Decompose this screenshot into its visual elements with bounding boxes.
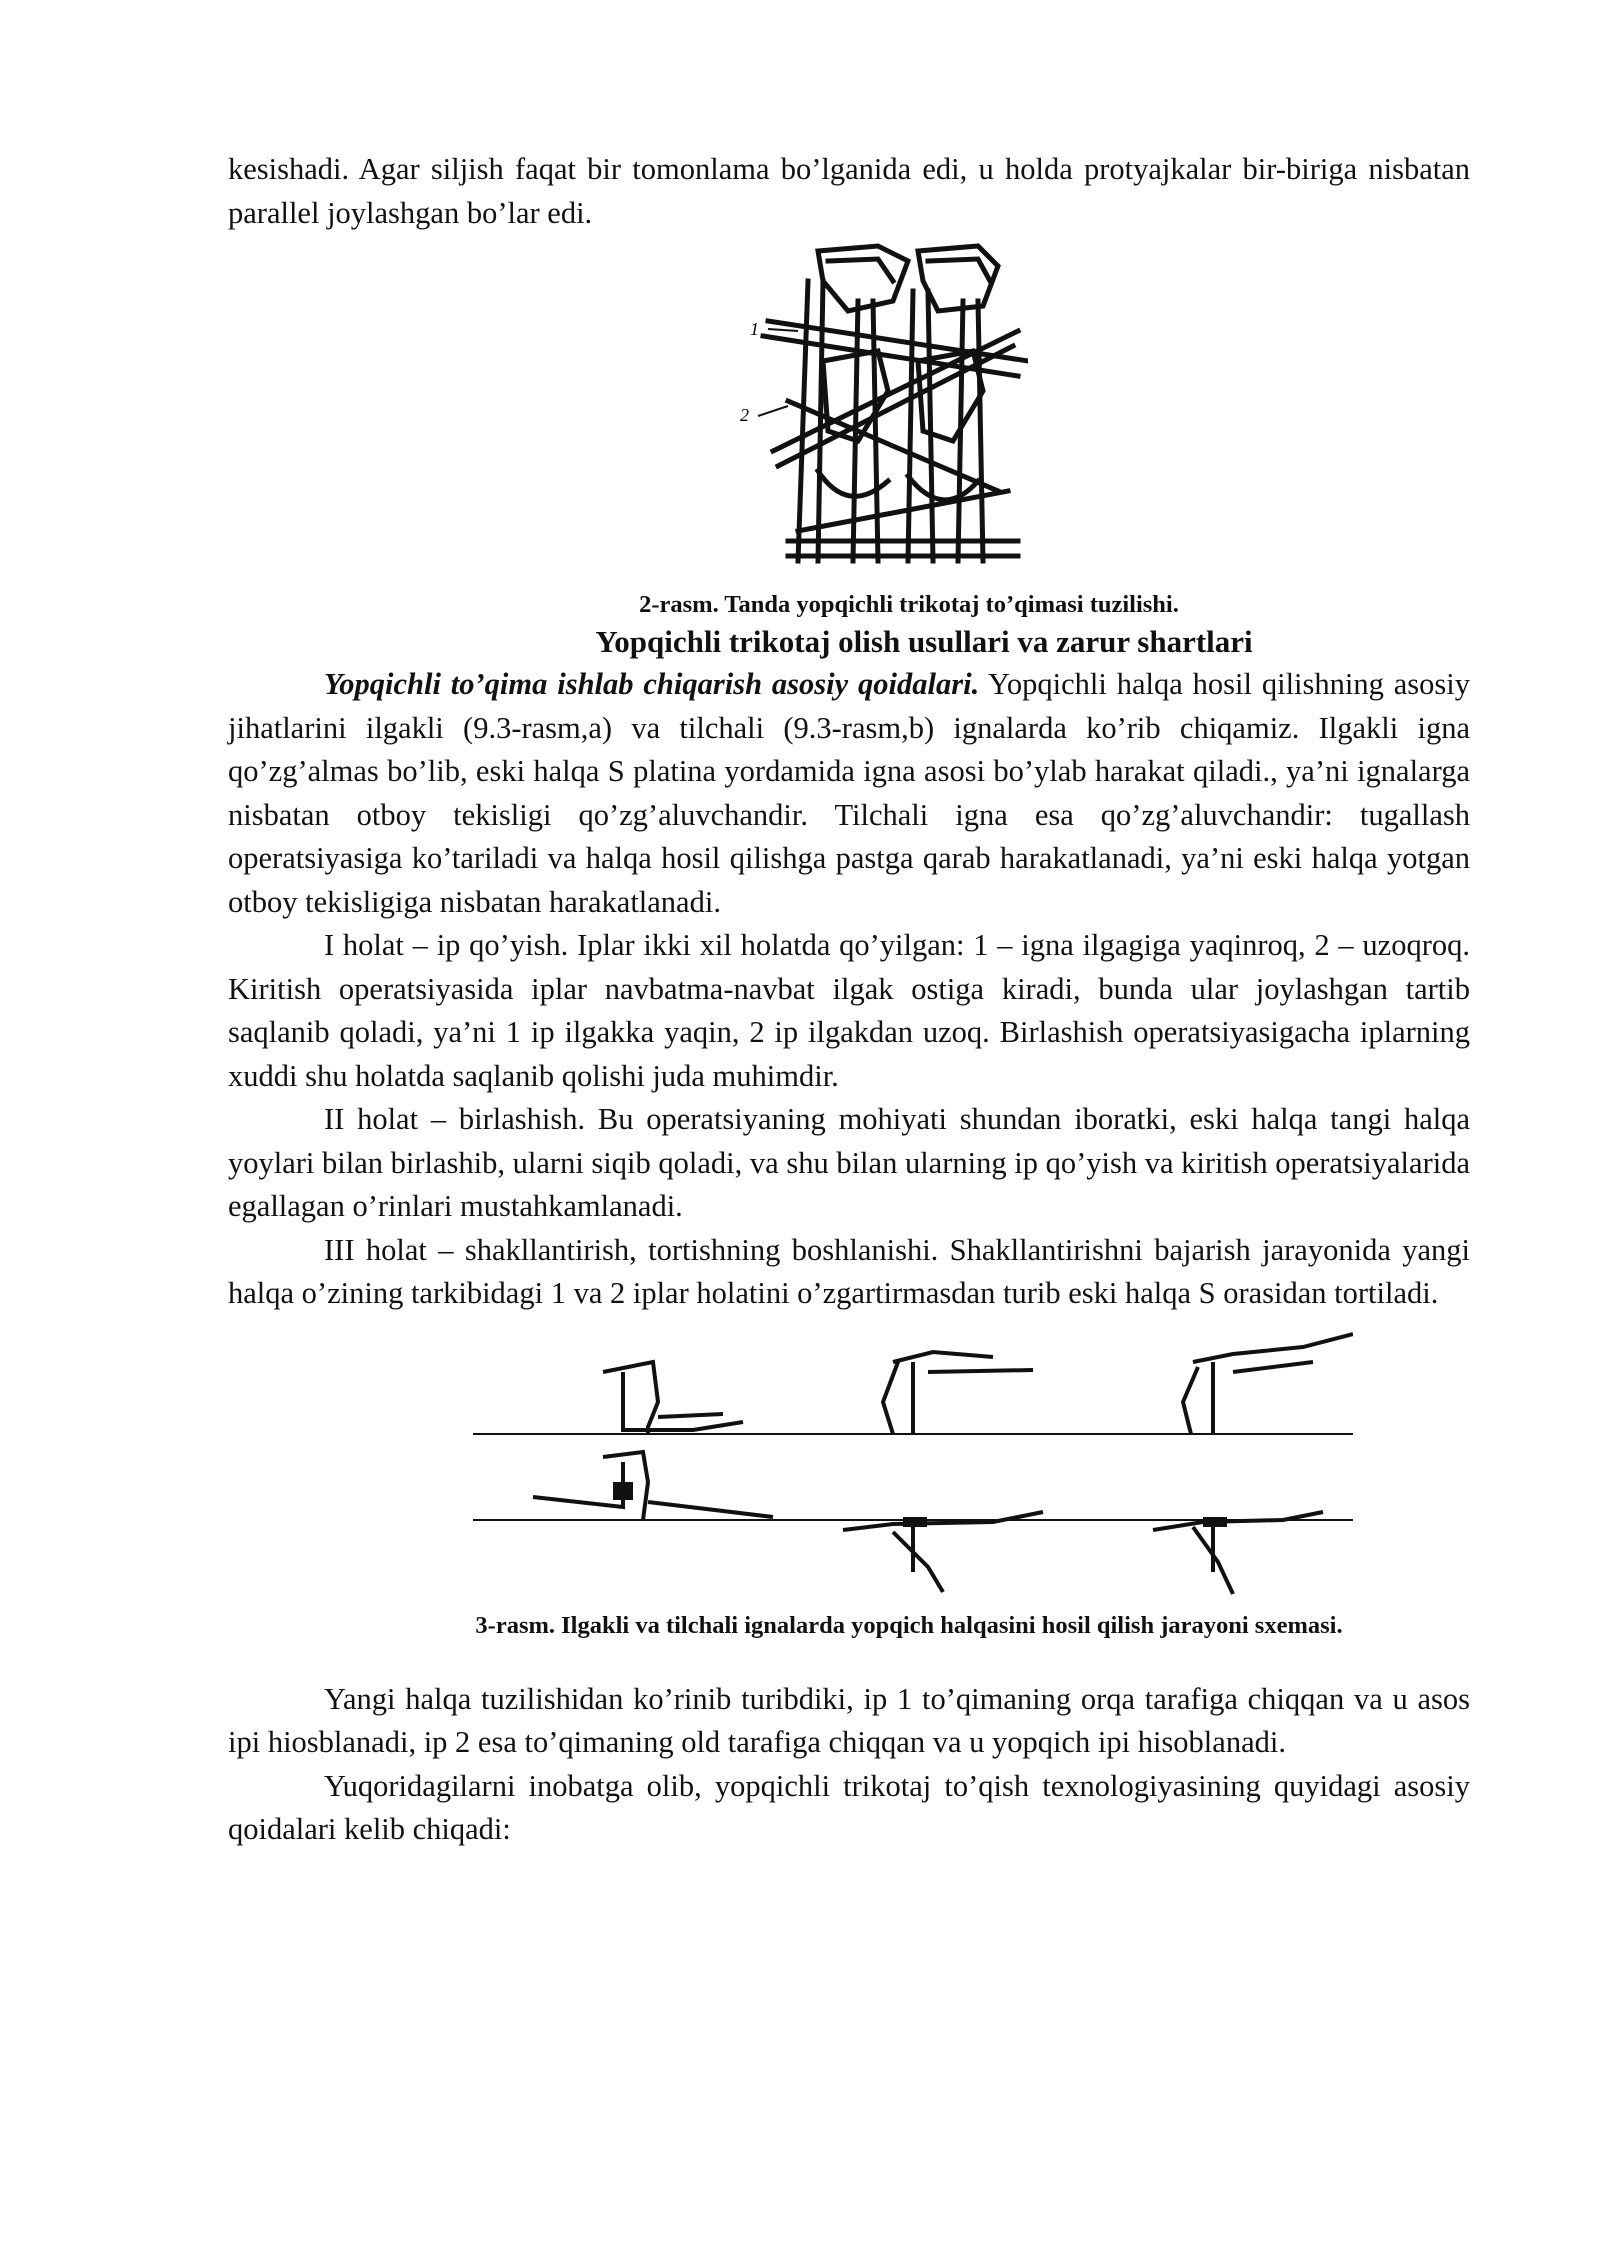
figure1-label-1: 1 bbox=[750, 319, 759, 339]
intro-paragraph: kesishadi. Agar siljish faqat bir tomonlama bo’lganida edi, u holda protyajkalar bir-biriga nisbatan parallel joylashgan bo’lar edi. bbox=[228, 152, 1470, 230]
figure-warp-knit-structure bbox=[228, 241, 1470, 581]
document-page bbox=[228, 148, 1470, 1852]
figure2-caption: 3-rasm. Ilgakli va tilchali ignalarda yopqich halqasini hosil qilish jarayoni sxemasi. bbox=[475, 1611, 1343, 1639]
loop-formation-illustration bbox=[473, 1332, 1353, 1608]
section-lead-paragraph bbox=[228, 663, 1470, 924]
section-lead-title: Yopqichli to’qima ishlab chiqarish asosiy qoidalari. bbox=[324, 667, 980, 701]
after-paragraph-1: Yangi halqa tuzilishidan ko’rinib turibdiki, ip 1 to’qimaning orqa tarafiga chiqqan va u asos ipi hiosblanadi, ip 2 esa to’qimaning old tarafiga chiqqan va u yopqich ipi hisoblanadi. bbox=[228, 1681, 1470, 1759]
stage-3-paragraph: III holat – shakllantirish, tortishning boshlanishi. Shakllantirishni bajarish jarayonida yangi halqa o’zining tarkibidagi 1 va 2 iplar holatini o’zgartirmasdan turib eski halqa S orasidan tortiladi. bbox=[228, 1232, 1470, 1310]
stage-1-paragraph: I holat – ip qo’yish. Iplar ikki xil holatda qo’yilgan: 1 – igna ilgagiga yaqinroq, 2 – uzoqroq. Kiritish operatsiyasida iplar navbatma-navbat ilgak ostiga kiradi, bunda ular joylashgan tartib saqlanib qoladi, ya’ni 1 ip ilgakka yaqin, 2 ip ilgakdan uzoq. Birlashish operatsiyasigacha iplarning xuddi shu holatda saqlanib qolishi juda muhimdir. bbox=[228, 928, 1470, 1093]
figure-loop-formation-scheme bbox=[228, 1332, 1470, 1608]
section-heading: Yopqichli trikotaj olish usullari va zarur shartlari bbox=[595, 624, 1253, 659]
after-paragraph-2: Yuqoridagilarni inobatga olib, yopqichli trikotaj to’qish texnologiyasining quyidagi asosiy qoidalari kelib chiqadi: bbox=[228, 1768, 1470, 1846]
stage-2-paragraph: II holat – birlashish. Bu operatsiyaning mohiyati shundan iboratki, eski halqa tangi halqa yoylari bilan birlashib, ularni siqib qoladi, va shu bilan ularning ip qo’yish va kiritish operatsiyalarida egallagan o’rinlari mustahkamlanadi. bbox=[228, 1102, 1470, 1223]
figure1-label-2: 2 bbox=[740, 405, 749, 425]
section-lead-text: Yopqichli halqa hosil qilishning asosiy jihatlarini ilgakli (9.3-rasm,a) va tilchali (9.3-rasm,b) ignalarda ko’rib chiqamiz. Ilgakli igna qo’zg’almas bo’lib, eski halqa S platina yordamida igna asosi bo’ylab harakat qiladi., ya’ni ignalarga nisbatan otboy tekisligi qo’zg’aluvchandir. Tilchali igna esa qo’zg’aluvchandir: tugallash operatsiyasiga ko’tariladi va halqa hosil qilishga pastga qarab harakatlanadi, ya’ni eski halqa yotgan otboy tekisligiga nisbatan harakatlanadi. bbox=[228, 667, 1470, 919]
warp-knit-illustration bbox=[728, 241, 1028, 571]
figure1-caption: 2-rasm. Tanda yopqichli trikotaj to’qimasi tuzilishi. bbox=[639, 591, 1179, 618]
